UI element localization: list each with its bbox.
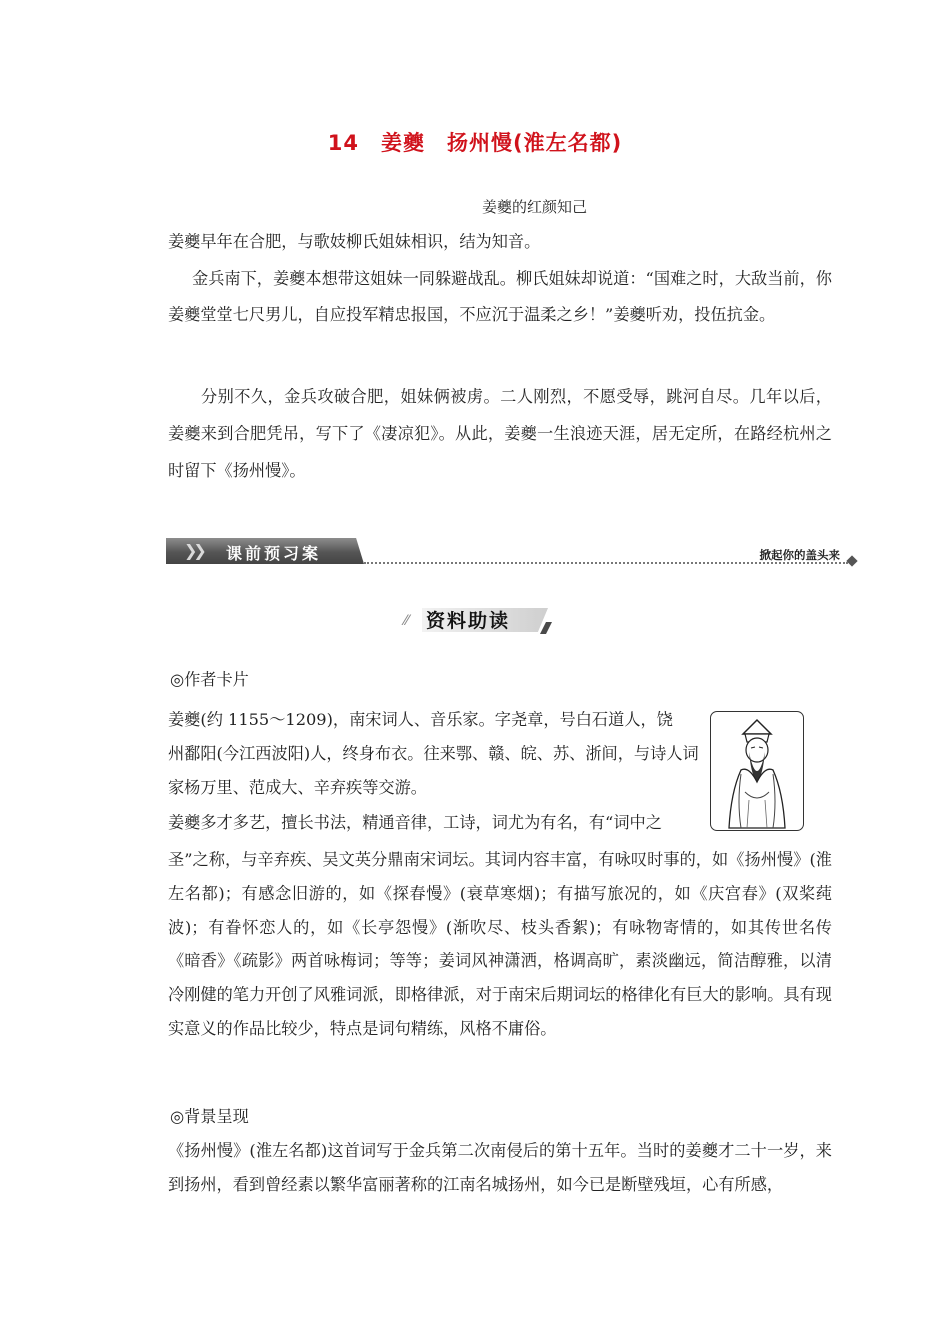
section-label: 资料助读 <box>426 610 511 632</box>
author-line: 姜夔多才多艺，擅长书法，精通音律，工诗，词尤为有名，有“词中之 <box>168 813 662 832</box>
lesson-number: 14 <box>327 131 360 155</box>
lesson-title: 姜夔 扬州慢(淮左名都) <box>381 131 623 155</box>
intro-paragraph-2: 金兵南下，姜夔本想带这姐妹一同躲避战乱。柳氏姐妹却说道：“国难之时，大敌当前，你姜夔堂堂七尺男儿，自应投军精忠报国，不应沉于温柔之乡！”姜夔听劝，投伍抗金。 <box>168 269 832 324</box>
banner-slogan: 掀起你的盖头来 <box>759 548 840 562</box>
author-line: 家杨万里、范成大、辛弃疾等交游。 <box>168 778 427 797</box>
intro-paragraph-1: 姜夔早年在合肥，与歌妓柳氏姐妹相识，结为知音。 <box>168 232 541 251</box>
background-heading: ◎背景呈现 <box>170 1107 249 1126</box>
banner-label: 课前预习案 <box>226 544 322 563</box>
author-description: 圣”之称，与辛弃疾、吴文英分鼎南宋词坛。其词内容丰富，有咏叹时事的，如《扬州慢》(淮左名都)；有感念旧游的，如《探春慢》(衰草寒烟)；有描写旅况的，如《庆宫春》(双桨莼波)；有眷怀恋人的，如《长亭怨慢》(渐吹尽、枝头香絮)；有咏物寄情的，如其传世名传《暗香》《疏影》两首咏梅词；等等；姜词风神潇洒，格调高旷，素淡幽远，简洁醇雅，以清冷刚健的笔力开创了风雅词派，即格律派，对于南宋后期词坛的格律化有巨大的影响。具有现实意义的作品比较少，特点是词句精练，风格不庸俗。 <box>168 850 832 1038</box>
slash-decor-icon: ⁄⁄ <box>404 613 409 629</box>
jiang-kui-portrait <box>710 711 804 831</box>
section-bar-icon <box>540 622 552 634</box>
author-line: 州鄱阳(今江西波阳)人，终身布衣。往来鄂、赣、皖、苏、浙间，与诗人词 <box>168 744 699 763</box>
author-card-heading: ◎作者卡片 <box>170 670 249 689</box>
intro-paragraph-3: 分别不久，金兵攻破合肥，姐妹俩被虏。二人刚烈，不愿受辱，跳河自尽。几年以后，姜夔来到合肥凭吊，写下了《凄凉犯》。从此，姜夔一生浪迹天涯，居无定所，在路经杭州之时留下《扬州慢》。 <box>168 387 832 480</box>
page-title <box>0 127 950 157</box>
author-line: 姜夔(约 1155～1209)，南宋词人、音乐家。字尧章，号白石道人，饶 <box>168 710 673 729</box>
background-text: 《扬州慢》(淮左名都)这首词写于金兵第二次南侵后的第十五年。当时的姜夔才二十一岁，来到扬州，看到曾经素以繁华富丽著称的江南名城扬州，如今已是断壁残垣，心有所感， <box>168 1141 832 1194</box>
double-chevron-icon: ❯❯ <box>184 541 203 560</box>
intro-subtitle: 姜夔的红颜知己 <box>482 198 588 216</box>
section-heading <box>400 602 552 634</box>
preview-banner <box>166 538 856 566</box>
diamond-icon <box>846 555 857 566</box>
